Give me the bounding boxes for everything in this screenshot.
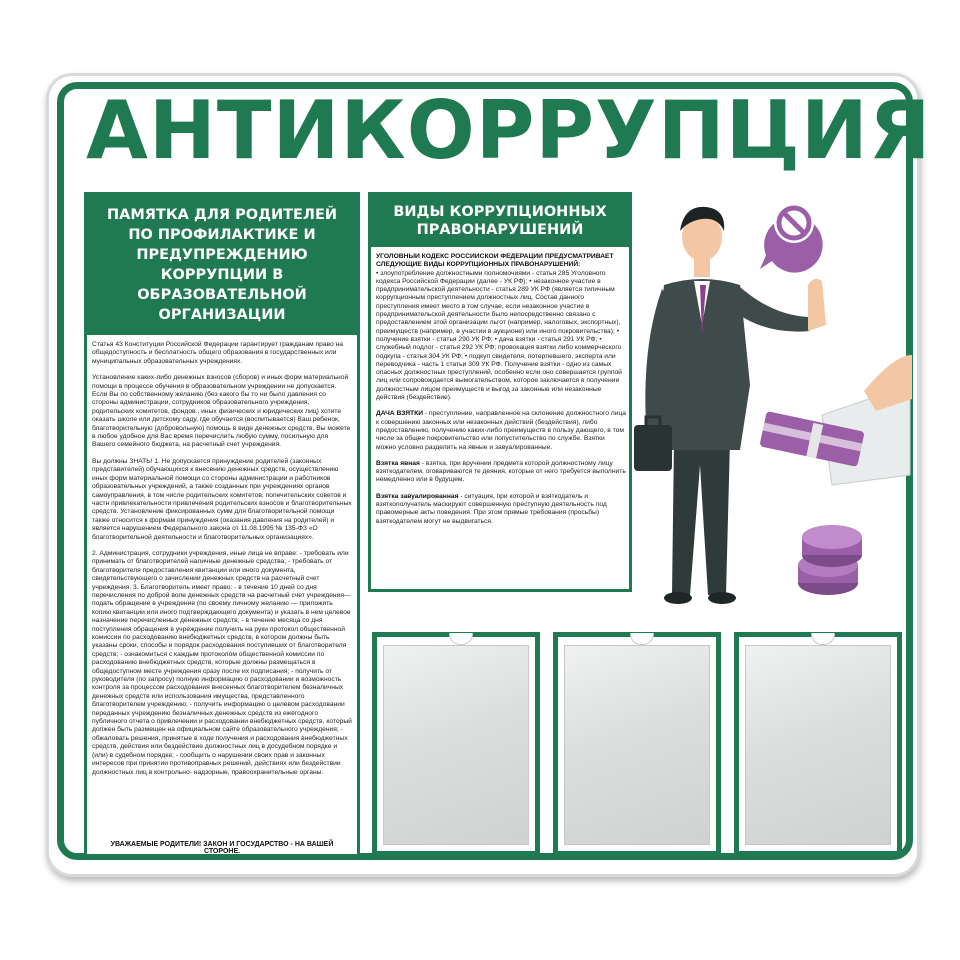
- explicit-text: - взятка, при вручении предмета которой должностному лицу взяткодателем, оговариваются те деяния, которые от него требуется выполнить немедленно или в будущем.: [376, 459, 626, 484]
- types-list: • злоупотребление должностными полномочиями - статья 285 Уголовного кодекса Российской Федерации (далее - УК РФ); • незаконное участие в предпринимательской деятельности - статья 289 УК РФ (является типичным коррупционным преступлением должностных лиц. Состав данного преступления имеет место в том случае, если незаконное участие в предпринимательской деятельности было непосредственно связано с предоставлением этой организации льгот (например, налоговых, экспортных), преимуществ (например, в участии в аукционе) или иного покровительства); • получение взятки - статья 290 УК РФ; • дача взятки - статья 291 УК РФ; • служебный подлог - статья 292 УК РФ; провокация взятки либо коммерческого подкупа - статья 304 УК РФ; • подкуп свидетеля, потерпевшего, эксперта или переводчика - часть 1 статьи 309 УК РФ. Получение взятки - одно из самых опасных должностных преступлений, особенно если оно совершается группой лиц или сопровождается вымогательством, которое заключается в получении должностным лицом преимуществ и выгод за законные или незаконные действия (бездействие).: [376, 269, 622, 402]
- document-pocket[interactable]: [734, 632, 902, 856]
- bribe-text: - преступление, направленное на склонение должностного лица к совершению законных или незаконных действий (бездействия), либо предоставлению, получению каких-либо преимуществ в пользу дающего, в том числе за общее покровительство или попустительство по службе. Взятки можно условно разделить на явные и завуалированные.: [376, 410, 626, 451]
- memo-paragraph: Установление каких-либо денежных взносов (сборов) и иных форм материальной помощи в процессе обучения в образовательном учреждении не допускается. Если Вы по собственному желанию (без какого бы то ни было давления со стороны администрации, сотрудников образовательного учреждения, родительских комитетов, фондов., иных физических и юридических лиц) хотите оказать школе или детскому саду, где обучается (воспитывается) Ваш ребенок, благотворительную (добровольную) помощь в виде денежных средств, Вы можете в любое удобное для Вас время перечислить любую сумму, посильную для Вашего семейного бюджета, на расчетный счет учреждения.: [92, 374, 351, 449]
- pocket-sheet: [564, 645, 710, 845]
- parents-memo-body: [92, 341, 352, 837]
- bribe-term: ДАЧА ВЗЯТКИ: [376, 410, 424, 418]
- corruption-types-panel: [368, 192, 632, 592]
- pocket-notch: [811, 633, 835, 645]
- types-lead: УГОЛОВНЫЙ КОДЕКС РОССИЙСКОЙ ФЕДЕРАЦИИ ПРЕДУСМАТРИВАЕТ СЛЕДУЮЩИЕ ВИДЫ КОРРУПЦИОННЫХ ПРАВОНАРУШЕНИЙ:: [376, 253, 614, 269]
- explicit-paragraph: [376, 460, 626, 485]
- document-pocket[interactable]: [372, 632, 540, 856]
- memo-footer: УВАЖАЕМЫЕ РОДИТЕЛИ! ЗАКОН И ГОСУДАРСТВО - НА ВАШЕЙ СТОРОНЕ.: [110, 841, 334, 855]
- bribe-paragraph: [376, 410, 626, 451]
- document-pocket[interactable]: [553, 632, 721, 856]
- veiled-paragraph: [376, 493, 626, 526]
- prohibition-icon: [760, 203, 823, 273]
- page-title: АНТИКОРРУПЦИЯ: [86, 84, 932, 177]
- types-lead-paragraph: [376, 253, 626, 402]
- businessman-illustration: [632, 185, 912, 625]
- veiled-term: Взятка завуалированная: [376, 492, 459, 500]
- parents-memo-heading: ПАМЯТКА ДЛЯ РОДИТЕЛЕЙ ПО ПРОФИЛАКТИКЕ И ПРЕДУПРЕЖДЕНИЮ КОРРУПЦИИ В ОБРАЗОВАТЕЛЬНОЙ ОРГАНИЗАЦИИ: [87, 195, 357, 335]
- pocket-sheet: [745, 645, 891, 845]
- pocket-sheet: [383, 645, 529, 845]
- parents-memo-panel: [84, 192, 360, 857]
- pocket-notch: [630, 633, 654, 645]
- money-envelope-illustration: [759, 355, 912, 485]
- veiled-text: - ситуация, при которой и взяткодатель и взяткополучатель маскируют совершенную преступную деятельность под правомерные акты поведения. При этом прямые требования (просьбы) взяткодателем могут не выдвигаться.: [376, 492, 607, 525]
- pocket-notch: [449, 633, 473, 645]
- corruption-types-heading: ВИДЫ КОРРУПЦИОННЫХ ПРАВОНАРУШЕНИЙ: [371, 195, 629, 247]
- explicit-term: Взятка явная: [376, 459, 420, 467]
- corruption-types-body: [376, 253, 626, 587]
- memo-paragraph: Статья 43 Конституции Российской Федерации гарантирует гражданам право на общедоступность и бесплатность общего образования в государственных или муниципальных образовательных учреждениях.: [92, 341, 344, 365]
- coins-illustration: [798, 525, 862, 595]
- memo-paragraph: Вы должны ЗНАТЬ! 1. Не допускается принуждение родителей (законных представителей) обучающихся к внесению денежных средств, осуществлению иных форм материальной помощи со стороны администрации и работников образовательных учреждений, а также созданных при учреждениях органов самоуправления, в том числе родительских комитетов, попечительских советов и частн привлекательности привлечения родительских взносов и благотворительных средств. Установление фиксированных сумм для благотворительной помощи также относится к формам принуждения (оказания давления на родителей) и является нарушением Федерального закона от 11.08.1995 № 135-ФЗ «О благотворительной деятельности и благотворительных организациях».: [92, 457, 352, 541]
- memo-paragraph: 2. Администрация, сотрудники учреждения, иные лица не вправе: - требовать или принимать от благотворителей наличные денежные средства; - требовать от благотворителя предоставления квитанции или иного документа, свидетельствующего о зачислении денежных средств на расчетный счет учреждения. 3. Благотворитель имеет право: - в течение 10 дней со дня перечисления по доброй воле денежных средств на расчетный счет учреждения—подать обращение в учреждение (по своему личному желанию — приложить копию квитанции или иного подтверждающего документа) и указать в нем целевое назначение перечисленных денежных средств; - в течение месяца со дня поступления обращения в учреждение получить на руки протокол общественной комиссии по расходованию внебюджетных средств, в котором должны быть указаны сроки, способы и порядок расходования поступивших от благотворителя средств; - ознакомиться с каждым протоколом общественной комиссии по расходованию внебюджетных средств, которые должны размещаться в общедоступном месте учреждения сразу после их подписания; - получить от руководителя (по запросу) полную информацию о расходовании и возможность контроля за процессом расходования внесенных благотворителем безналичных денежных средств или использования имущества, представленного благотворителем учреждению; - получить информацию о целевом расходовании переданных учреждению безналичных денежных средств из ежегодного публичного отчета о привлечении и расходовании внебюджетных средств, который должен быть размещен на официальном сайте образовательного учреждения; - обжаловать решения, принятые в ходе получения и расходования внебюджетных средств, действия или бездействие должностных лиц в досудебном порядке и (или) в судебном порядке; - сообщить о нарушении своих прав и законных интересов при принятии противоправных решений, действиях или бездействии должностных лиц в контрольно- надзорные, правоохранительные органы.: [92, 549, 352, 776]
